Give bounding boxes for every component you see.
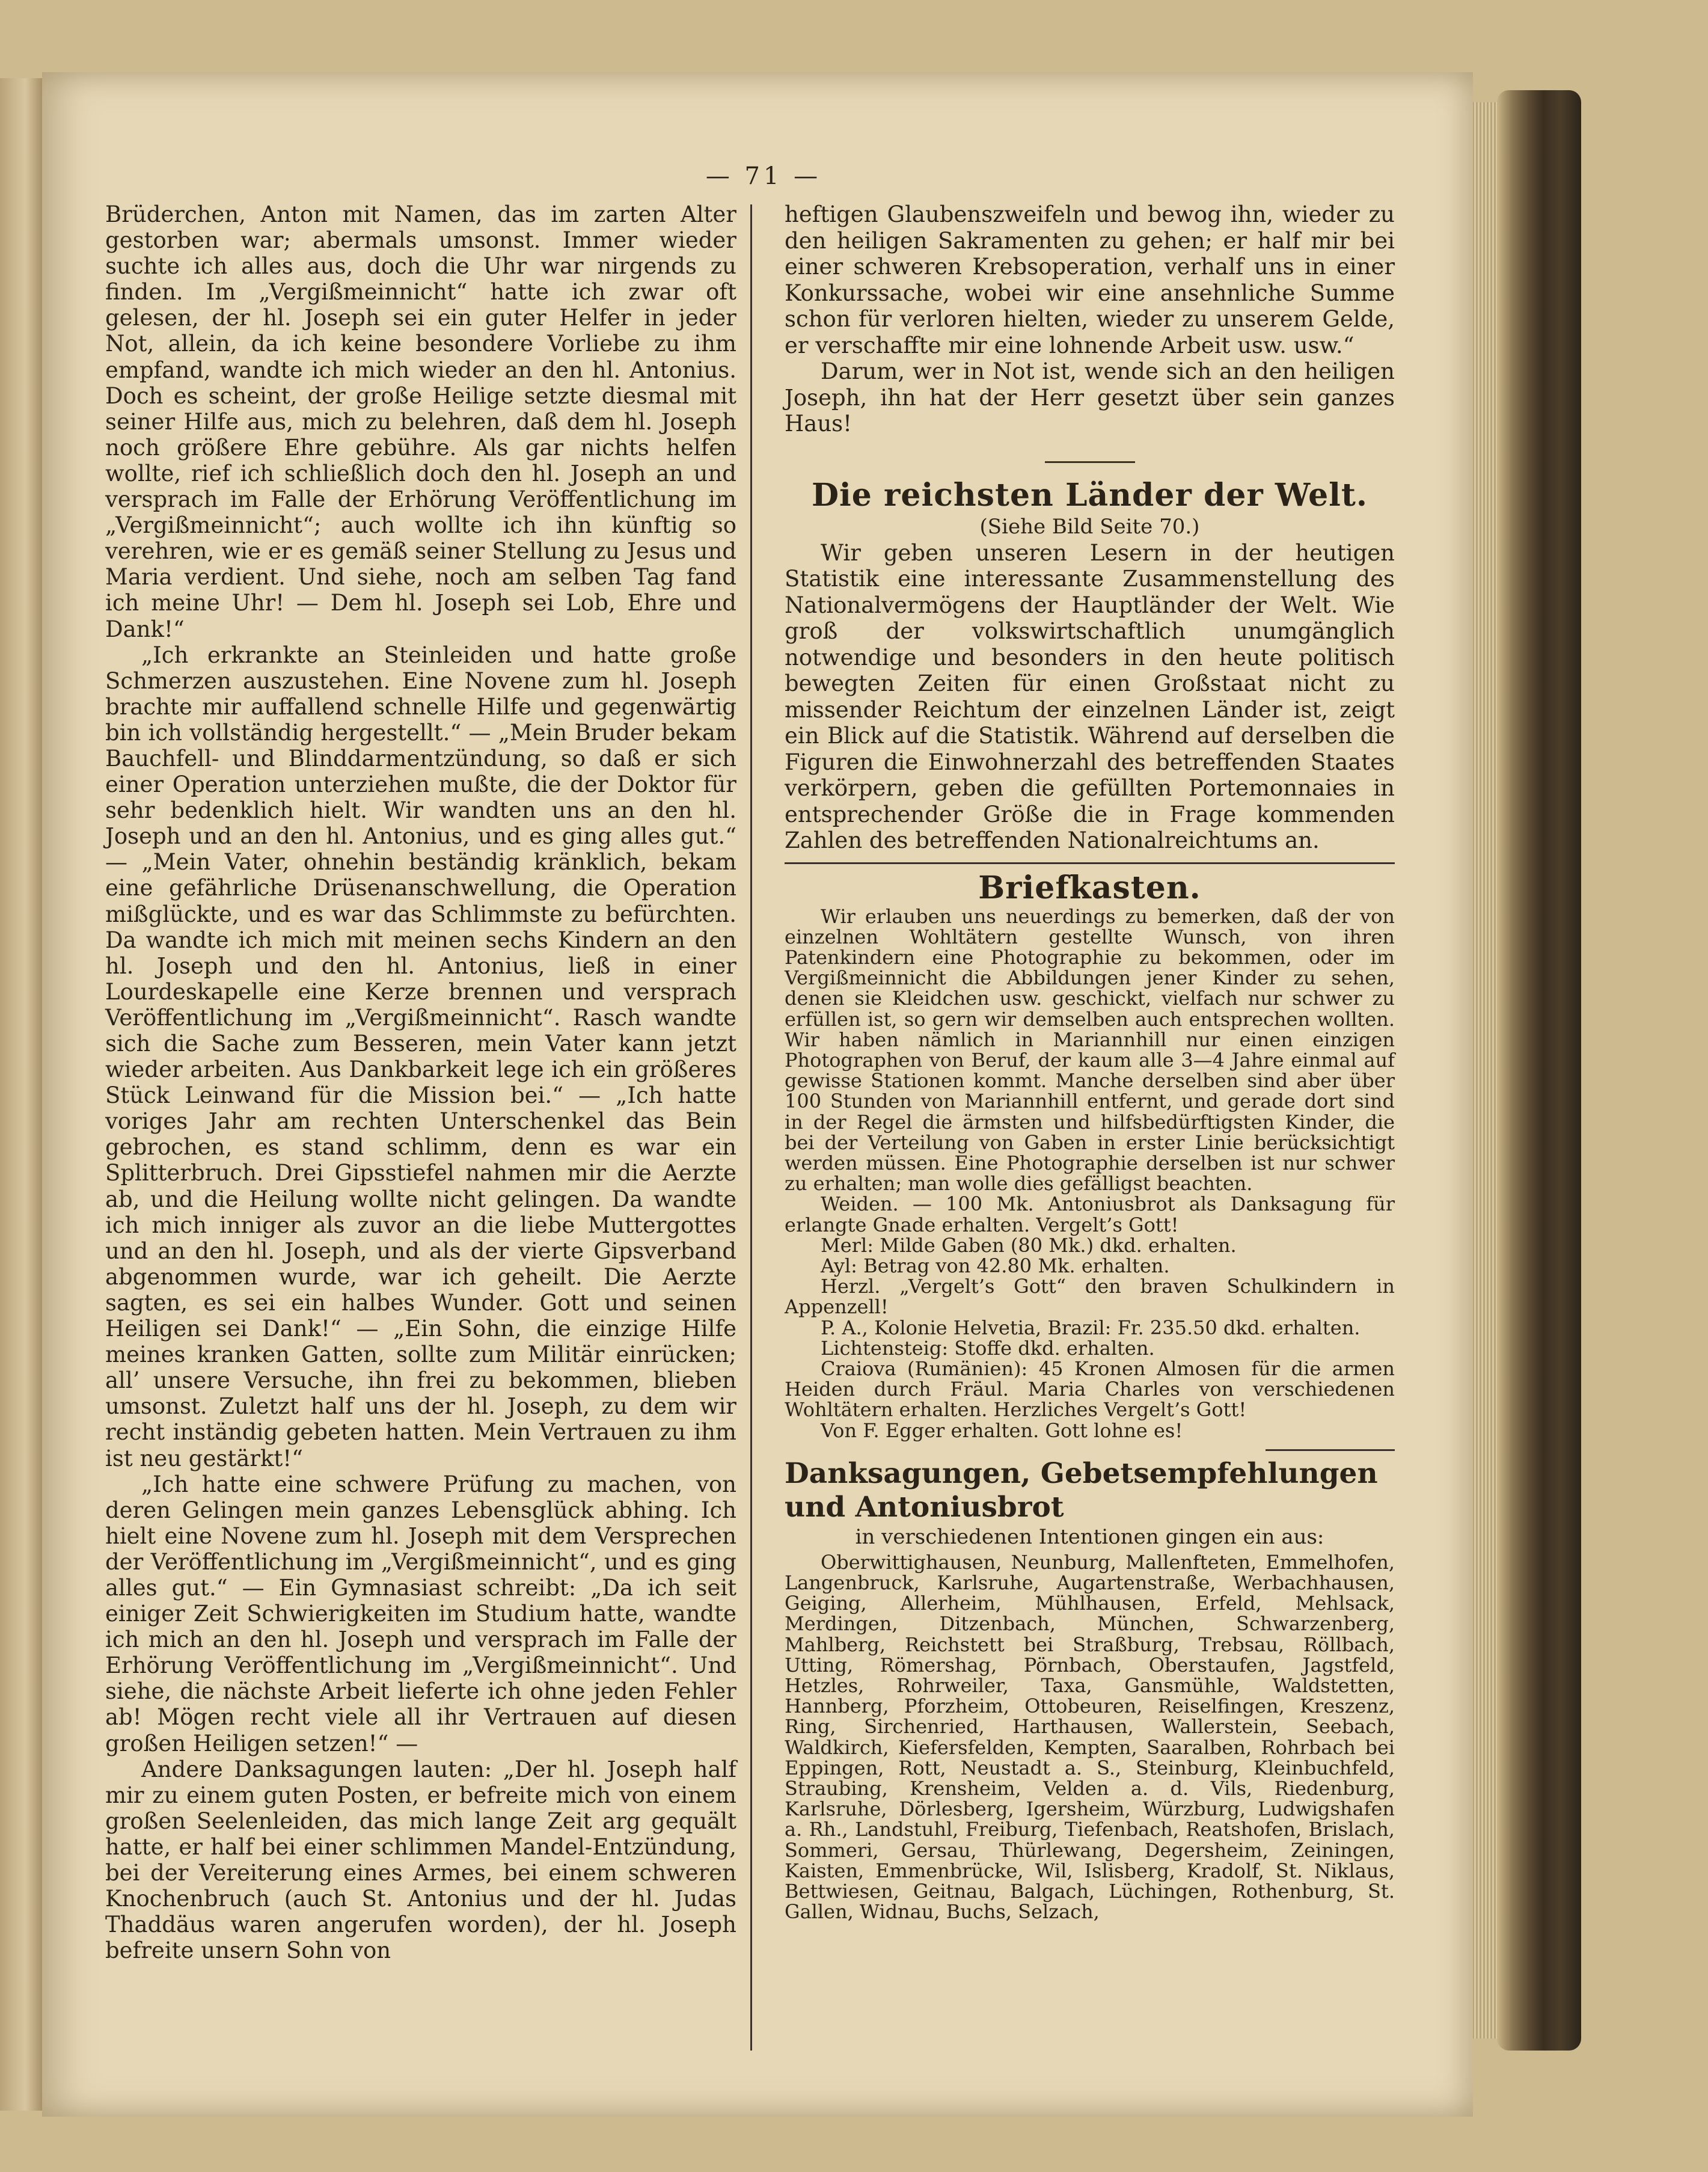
briefkasten-title: Briefkasten. [978,869,1201,906]
article-subtitle: (Siehe Bild Seite 70.) [979,514,1200,539]
facing-page-edge [0,78,42,2111]
paragraph: Andere Danksagungen lauten: „Der hl. Joseph half mir zu einem guten Posten, er befreite mich von einem großen Seelenleiden, das mich lange Zeit arg gequält hatte, er half bei einer schlimmen Mandel-Entzündung, bei der Vereiterung eines Armes, bei einem schweren Knochenbruch (auch St. Antonius und der hl. Judas Thaddäus waren angerufen worden), der hl. Joseph befreite unsern Sohn von [105,1756,736,1964]
divider [1266,1449,1395,1451]
briefkasten-entry: Merl: Milde Gaben (80 Mk.) dkd. erhalten. [821,1233,1237,1257]
paragraph: „Ich hatte eine schwere Prüfung zu machen, von deren Gelingen mein ganzes Lebensglück abhing. Ich hielt eine Novene zum hl. Joseph mit dem Versprechen der Veröffentlichung im „Vergißmeinnicht“, und es ging alles gut.“ — Ein Gymnasiast schreibt: „Da ich seit einiger Zeit Schwierigkeiten im Studium hatte, wandte ich mich an den hl. Joseph und versprach im Falle der Erhörung Veröffentlichung im „Vergißmeinnicht“. Und siehe, die nächste Arbeit lieferte ich ohne jeden Fehler ab! Mögen recht viele all ihr Vertrauen auf diesen großen Heiligen setzen!“ — [105,1471,736,1756]
left-column [105,201,736,1963]
briefkasten-intro: Wir erlauben uns neuerdings zu bemerken, daß der von einzelnen Wohltätern gestellte Wunsch, von ihren Patenkindern eine Photographie zu bekommen, oder im Vergißmeinnicht die Abbildungen jener Kinder zu sehen, denen sie Kleidchen usw. geschickt, vielfach nur schwer zu erfüllen ist, so gern wir demselben auch entsprechen wollten. Wir haben nämlich in Mariannhill nur einen einzigen Photographen von Beruf, der kaum alle 3—4 Jahre einmal auf gewisse Stationen kommt. Manche derselben sind aber über 100 Stunden von Mariannhill entfernt, und gerade dort sind in der Regel die ärmsten und hilfsbedürftigsten Kinder, die bei der Verteilung von Gaben in erster Linie berücksichtigt werden müssen. Eine Photographie derselben ist nur schwer zu erhalten; man wolle dies gefälligst beachten. [785,904,1395,1195]
divider [1045,461,1135,463]
briefkasten-entry: Lichtensteig: Stoffe dkd. erhalten. [821,1336,1155,1360]
closing-paragraph: Darum, wer in Not ist, wende sich an den heiligen Joseph, ihn hat der Herr gesetzt über sein ganzes Haus! [785,358,1395,437]
paragraph: Brüderchen, Anton mit Namen, das im zarten Alter gestorben war; abermals umsonst. Immer wieder suchte ich alles aus, doch die Uhr war nirgends zu finden. Im „Vergißmeinnicht“ hatte ich zwar oft gelesen, der hl. Joseph sei ein guter Helfer in jeder Not, allein, da ich keine besondere Vorliebe zu ihm empfand, wandte ich mich wieder an den hl. Antonius. Doch es scheint, der große Heilige setzte diesmal mit seiner Hilfe aus, mich zu belehren, daß dem hl. Joseph noch größere Ehre gebühre. Als gar nichts helfen wollte, rief ich schließlich doch den hl. Joseph an und versprach im Falle der Erhörung Veröffentlichung im „Vergißmeinnicht“; auch wollte ich ihn künftig so verehren, wie er es gemäß seiner Stellung zu Jesus und Maria verdient. Und siehe, noch am selben Tag fand ich meine Uhr! — Dem hl. Joseph sei Lob, Ehre und Dank!“ [105,201,736,642]
paragraph: heftigen Glaubenszweifeln und bewog ihn, wieder zu den heiligen Sakramenten zu gehen; er half mir bei einer schweren Krebsoperation, verhalf uns in einer Konkurssache, wobei wir eine ansehnliche Summe schon für verloren hielten, wieder zu unserem Gelde, er verschaffte mir eine lohnende Arbeit usw. usw.“ [785,201,1395,358]
dank-body: Oberwittighausen, Neunburg, Mallenfteten, Emmelhofen, Langenbruck, Karlsruhe, Augartenstraße, Werbachhausen, Geiging, Allerheim, Mühlhausen, Erfeld, Mehlsack, Merdingen, Ditzenbach, München, Schwarzenberg, Mahlberg, Reichstett bei Straßburg, Trebsau, Röllbach, Utting, Römershag, Pörnbach, Oberstaufen, Jagstfeld, Hetzles, Rohrweiler, Taxa, Gansmühle, Waldstetten, Hannberg, Pforzheim, Ottobeuren, Reiselfingen, Kreszenz, Ring, Sirchenried, Harthausen, Wallerstein, Seebach, Waldkirch, Kiefersfelden, Kempten, Saaralben, Rohrbach bei Eppingen, Rott, Neustadt a. S., Steinburg, Kleinbuchfeld, Straubing, Krensheim, Velden a. d. Vils, Riedenburg, Karlsruhe, Dörlesberg, Igersheim, Würzburg, Ludwigshafen a. Rh., Landstuhl, Freiburg, Tiefenbach, Reatshofen, Brislach, Sommeri, Gersau, Thürlewang, Degersheim, Zeiningen, Kaisten, Emmenbrücke, Wil, Islisberg, Kradolf, St. Niklaus, Bettwiesen, Geitnau, Balgach, Lüchingen, Rothenburg, St. Gallen, Widnau, Buchs, Selzach, [785,1550,1395,1924]
briefkasten-entry: Von F. Egger erhalten. Gott lohne es! [821,1419,1183,1442]
book-page [42,72,1473,2117]
article-body: Wir geben unseren Lesern in der heutigen Statistik eine interessante Zusammenstellung des Nationalvermögens der Hauptländer der Welt. Wie groß der volkswirtschaftlich unumgänglich notwendige und besonders in den heute politisch bewegten Zeiten für einen Großstaat nicht zu missender Reichtum der einzelnen Länder ist, zeigt ein Blick auf die Statistik. Während auf derselben die Figuren die Einwohnerzahl des betreffenden Staates verkörpern, geben die gefüllten Portemonnaies in entsprechender Größe die in Frage kommenden Zahlen des betreffenden Nationalreichtums an. [785,539,1395,853]
paragraph: „Ich erkrankte an Steinleiden und hatte große Schmerzen auszustehen. Eine Novene zum hl. Joseph brachte mir auffallend schnelle Hilfe und gegenwärtig bin ich vollständig hergestellt.“ — „Mein Bruder bekam Bauchfell- und Blinddarmentzündung, so daß er sich einer Operation unterziehen mußte, die der Doktor für sehr bedenklich hielt. Wir wandten uns an den hl. Joseph und an den hl. Antonius, und es ging alles gut.“ — „Mein Vater, ohnehin beständig kränklich, bekam eine gefährliche Drüsenanschwellung, die Operation mißglückte, und es war das Schlimmste zu befürchten. Da wandte ich mich mit meinen sechs Kindern an den hl. Joseph und den hl. Antonius, ließ in einer Lourdeskapelle eine Kerze brennen und versprach Veröffentlichung im „Vergißmeinnicht“. Rasch wandte sich die Sache zum Besseren, mein Vater kann jetzt wieder arbeiten. Aus Dankbarkeit lege ich ein größeres Stück Leinwand für die Mission bei.“ — „Ich hatte voriges Jahr am rechten Unterschenkel das Bein gebrochen, es stand schlimm, denn es war ein Splitterbruch. Drei Gipsstiefel nahmen mir die Aerzte ab, und die Heilung wollte nicht gelingen. Da wandte ich mich inniger als zuvor an die liebe Muttergottes und an den hl. Joseph, und als der vierte Gipsverband abgenommen wurde, war ich geheilt. Die Aerzte sagten, es sei ein halbes Wunder. Gott und seinen Heiligen sei Dank!“ — „Ein Sohn, die einzige Hilfe meines kranken Gatten, sollte zum Militär einrücken; all’ unsere Versuche, ihn frei zu bekommen, blieben umsonst. Zuletzt half uns der hl. Joseph, zu dem wir recht inständig gebeten hatten. Mein Vertrauen zu ihm ist neu gestärkt!“ [105,642,736,1471]
briefkasten-entry: Herzl. „Vergelt’s Gott“ den braven Schulkindern in Appenzell! [785,1275,1395,1319]
article-title: Die reichsten Länder der Welt. [811,476,1368,514]
book-binding [1497,90,1581,2051]
right-column [748,201,1395,1922]
dank-subtitle: in verschiedenen Intentionen gingen ein aus: [855,1524,1324,1549]
briefkasten-entry: Craiova (Rumänien): 45 Kronen Almosen für die armen Heiden durch Fräul. Maria Charles von verschiedenen Wohltätern erhalten. Herzliches Vergelt’s Gott! [785,1357,1395,1422]
dank-title: Danksagungen, Gebetsempfehlungen und Antoniusbrot [785,1456,1378,1524]
briefkasten-entry: P. A., Kolonie Helvetia, Brazil: Fr. 235.50 dkd. erhalten. [821,1316,1361,1339]
divider [785,862,1395,864]
briefkasten-entry: Ayl: Betrag von 42.80 Mk. erhalten. [821,1254,1170,1277]
page-number: — 71 — [705,162,822,190]
briefkasten-entry: Weiden. — 100 Mk. Antoniusbrot als Danksagung für erlangte Gnade erhalten. Vergelt’s Gott! [785,1192,1395,1236]
